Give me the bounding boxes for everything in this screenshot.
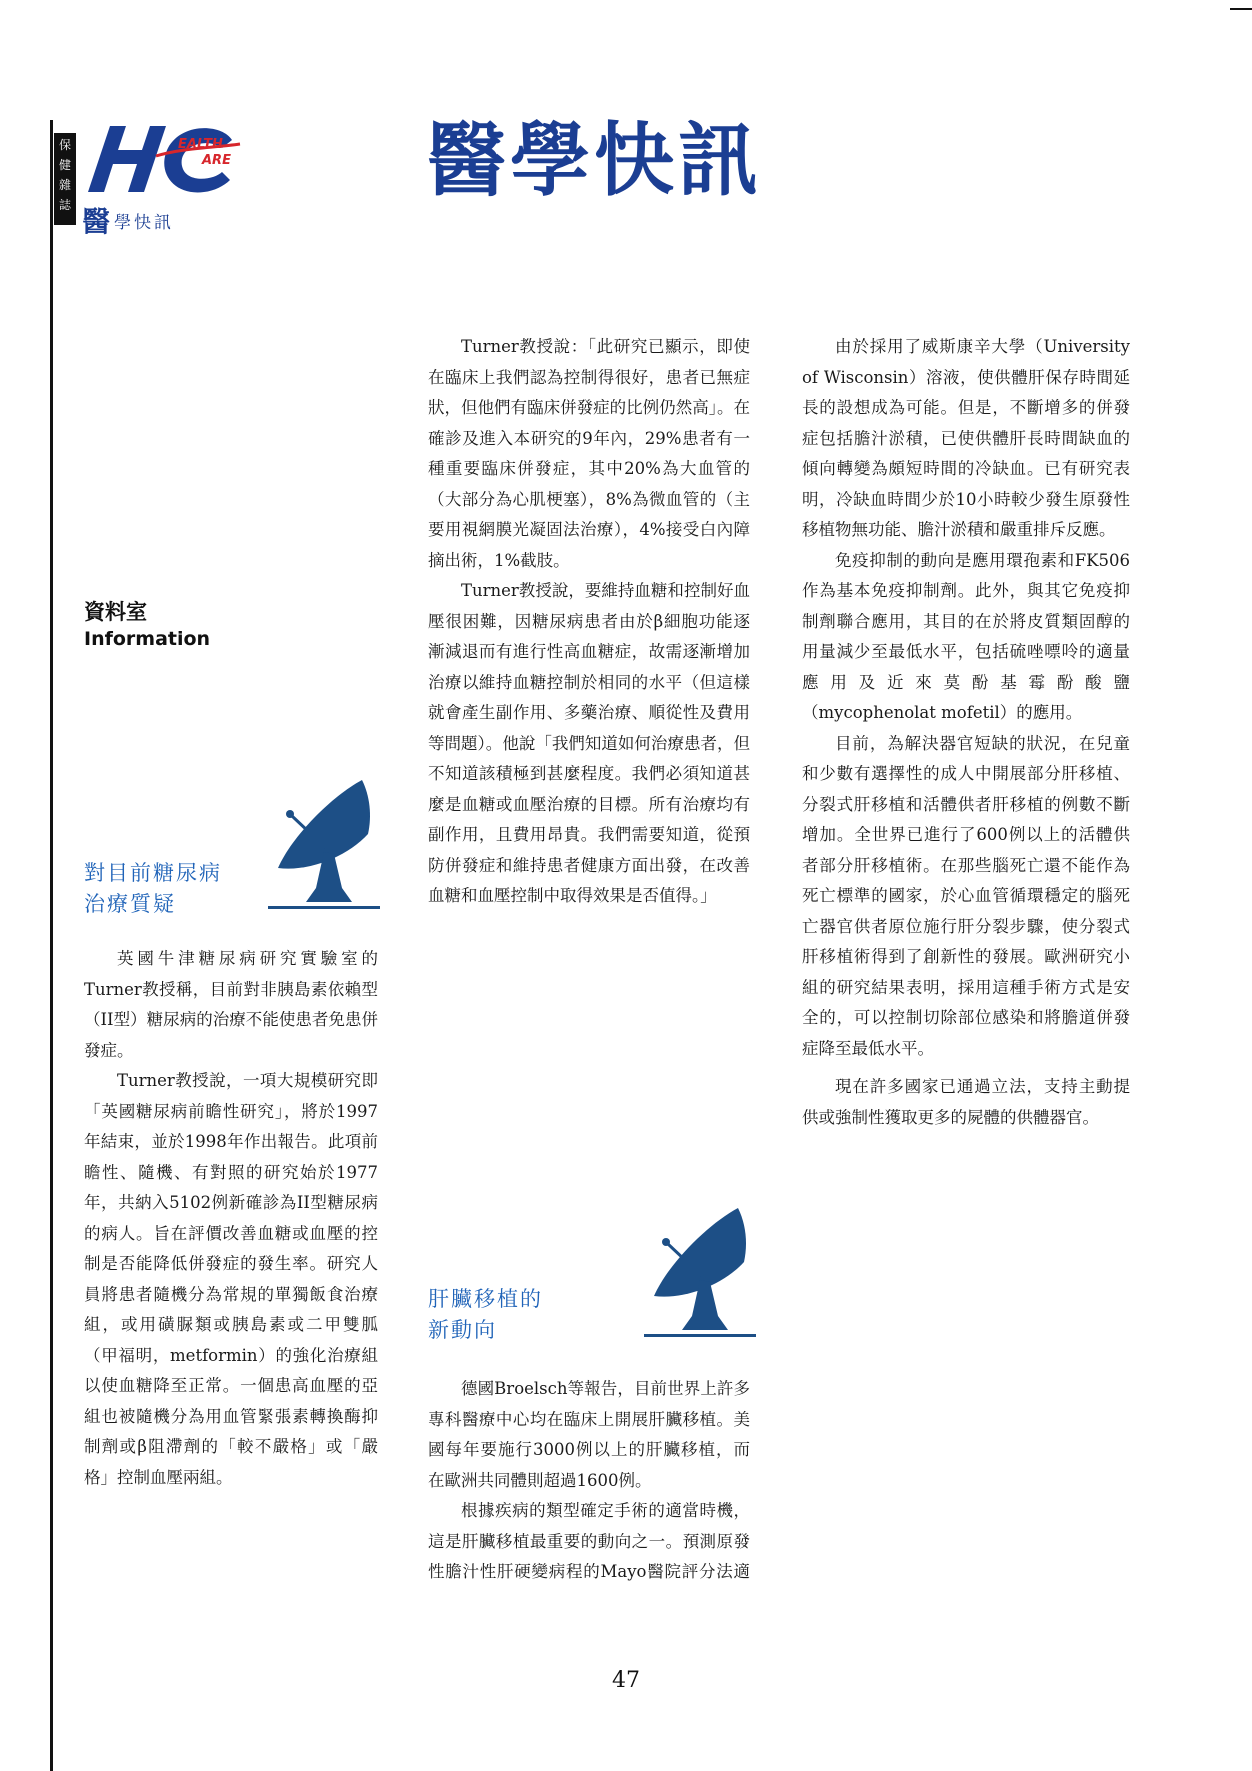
paragraph: 德國Broelsch等報告，目前世界上許多專科醫療中心均在臨床上開展肝臟移植。美國每年要施行3000例以上的肝臟移植，而在歐洲共同體則超過1600例。 <box>428 1379 750 1490</box>
page-masthead: 醫學快訊 <box>426 113 762 207</box>
paragraph: 由於採用了威斯康辛大學（University of Wisconsin）溶液，使供體肝保存時間延長的設想成為可能。但是，不斷增多的併發症包括膽汁淤積，已使供體肝長時間缺血的傾向轉變為頗短時間的冷缺血。已有研究表明，冷缺血時間少於10小時較少發生原發性移植物無功能、膽汁淤積和嚴重排斥反應。 <box>802 337 1130 539</box>
satellite-dish-icon <box>262 776 380 916</box>
article-1-title <box>84 858 222 920</box>
side-tag-char: 雜 <box>58 178 71 192</box>
section-label-en: Information <box>84 628 211 650</box>
magazine-side-tag <box>54 133 76 225</box>
paragraph: 根據疾病的類型確定手術的適當時機，這是肝臟移植最重要的動向之一。預測原發性膽汁性肝硬變病程的Mayo醫院評分法適 <box>428 1501 750 1581</box>
left-margin-rule <box>50 120 53 1771</box>
title-line: 對目前糖尿病 <box>84 861 222 885</box>
satellite-dish-icon <box>638 1204 756 1344</box>
article-1-col-2 <box>428 332 750 912</box>
article-2-title <box>428 1284 543 1346</box>
paragraph: Turner教授說，一項大規模研究即「英國糖尿病前瞻性研究」，將於1997年結束，並於1998年作出報告。此項前瞻性、隨機、有對照的研究始於1977年，共納入5102例新確診為II型糖尿病的病人。旨在評價改善血糖或血壓的控制是否能降低併發症的發生率。研究人員將患者隨機分為常規的單獨飯食治療組，或用磺脲類或胰島素或二甲雙胍（甲福明，metformin）的強化治療組以使血糖降至正常。一個患高血壓的亞組也被隨機分為用血管緊張素轉換酶抑制劑或β阻滯劑的「較不嚴格」或「嚴格」控制血壓兩組。 <box>84 1071 378 1487</box>
paragraph: Turner教授說，要維持血糖和控制好血壓很困難，因糖尿病患者由於β細胞功能逐漸減退而有進行性高血糖症，故需逐漸增加治療以維持血糖控制於相同的水平（但這樣就會產生副作用、多藥治療、順從性及費用等問題）。他說「我們知道如何治療患者，但不知道該積極到甚麼程度。我們必須知道甚麼是血糖或血壓治療的目標。所有治療均有副作用，且費用昂貴。我們需要知道，從預防併發症和維持患者健康方面出發，在改善血糖和血壓控制中取得效果是否值得。」 <box>428 581 750 905</box>
side-tag-char: 誌 <box>58 198 71 212</box>
paragraph: 現在許多國家已通過立法，支持主動提供或強制性獲取更多的屍體的供體器官。 <box>802 1077 1130 1127</box>
logo-script-bottom: ARE <box>202 153 231 168</box>
paragraph: 英國牛津糖尿病研究實驗室的Turner教授稱，目前對非胰島素依賴型（II型）糖尿病的治療不能使患者免患併發症。 <box>84 949 378 1060</box>
page-number: 47 <box>612 1668 640 1693</box>
side-tag-char: 健 <box>58 158 71 172</box>
sub-logo-small: 學快訊 <box>114 212 175 233</box>
article-1-col-1 <box>84 944 378 1493</box>
title-line: 治療質疑 <box>84 892 176 916</box>
title-line: 肝臟移植的 <box>428 1287 543 1311</box>
article-2-col-3 <box>802 332 1130 1133</box>
healthcare-logo <box>82 118 242 200</box>
paragraph: 目前，為解決器官短缺的狀況，在兒童和少數有選擇性的成人中開展部分肝移植、分裂式肝移植和活體供者肝移植的例數不斷增加。全世界已進行了600例以上的活體供者部分肝移植術。在那些腦死亡還不能作為死亡標準的國家，於心血管循環穩定的腦死亡器官供者原位施行肝分裂步驟，使分裂式肝移植術得到了創新性的發展。歐洲研究小組的研究結果表明，採用這種手術方式是安全的，可以控制切除部位感染和將膽道併發症降至最低水平。 <box>802 733 1130 1058</box>
corner-crop-mark <box>1230 8 1252 10</box>
sub-logo-big: 醫 <box>82 205 111 238</box>
title-line: 新動向 <box>428 1318 497 1342</box>
paragraph: 免疫抑制的動向是應用環孢素和FK506作為基本免疫抑制劑。此外，與其它免疫抑制劑聯合應用，其目的在於將皮質類固醇的用量減少至最低水平，包括硫唑嘌呤的適量應用及近來莫酚基霉酚酸鹽（mycophenolat mofetil）的應用。 <box>802 550 1130 722</box>
paragraph: Turner教授說：「此研究已顯示，即使在臨床上我們認為控制得很好，患者已無症狀，但他們有臨床併發症的比例仍然高」。在確診及進入本研究的9年內，29%患者有一種重要臨床併發症，其中20%為大血管的（大部分為心肌梗塞），8%為微血管的（主要用視網膜光凝固法治療），4%接受白內障摘出術，1%截肢。 <box>428 337 750 570</box>
section-sub-logo <box>82 200 174 240</box>
logo-script-top: EALTH <box>178 137 223 152</box>
section-label-cn: 資料室 <box>84 600 147 624</box>
side-tag-char: 保 <box>58 138 71 152</box>
article-2-col-2 <box>428 1374 750 1588</box>
